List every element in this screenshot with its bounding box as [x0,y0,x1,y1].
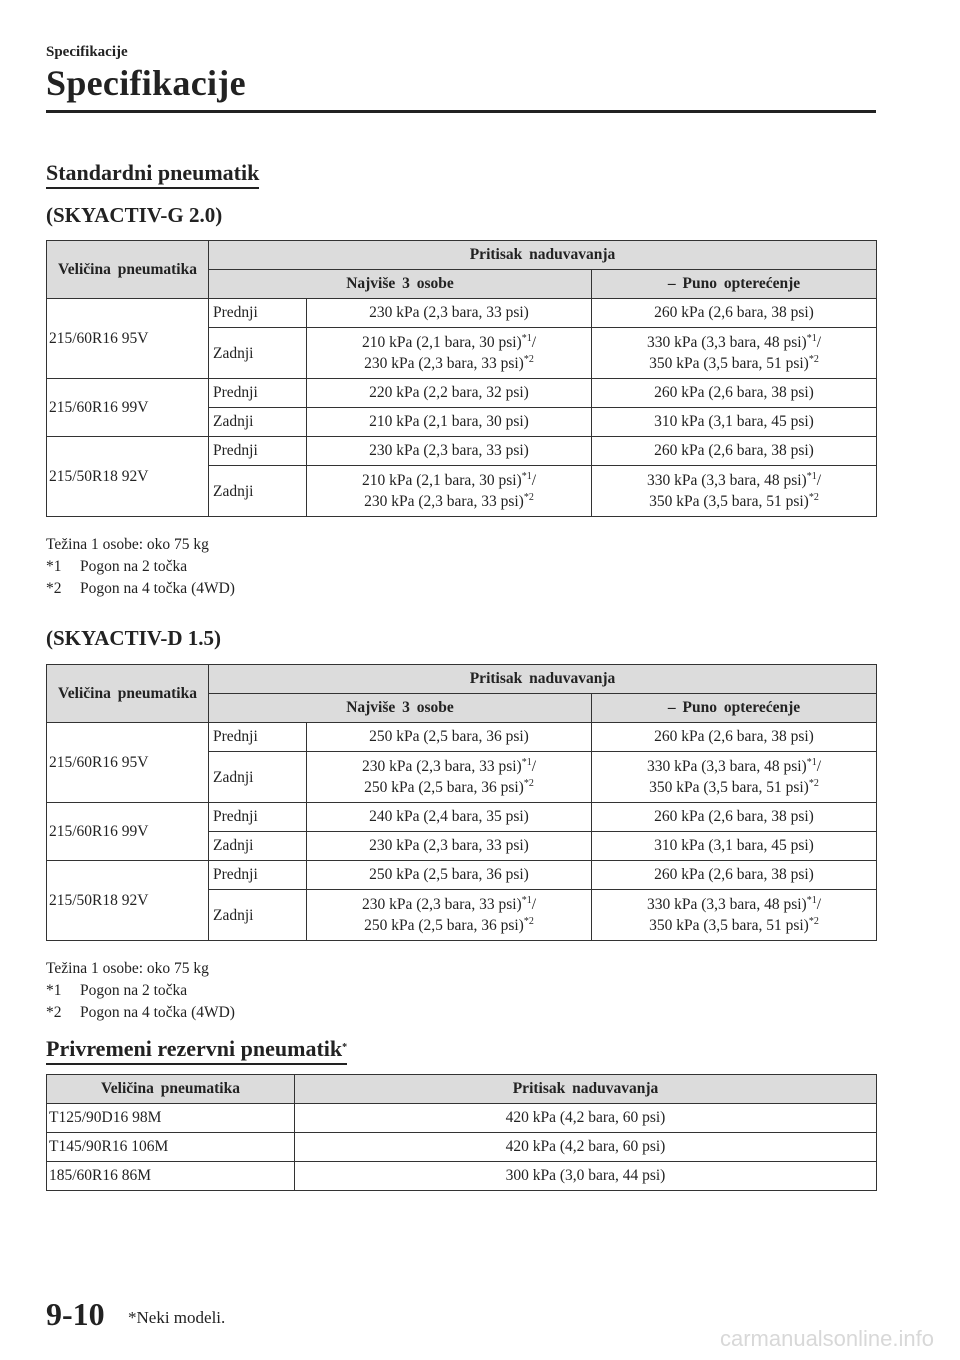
pressure-full: 260 kPa (2,6 bara, 38 psi) [592,723,877,752]
footnote-1: *1 Pogon na 2 točka [46,558,188,575]
pressure-normal: 230 kPa (2,3 bara, 33 psi)$^{*1}$/ 250 kPa (2,5 bara, 36 psi)$^{*2}$ [307,752,592,803]
pressure-full: 310 kPa (3,1 bara, 45 psi) [592,408,877,437]
pressure-full: 260 kPa (2,6 bara, 38 psi) [592,803,877,832]
table-row [47,1162,877,1191]
pressure-normal: 230 kPa (2,3 bara, 33 psi)$^{*1}$/ 250 kPa (2,5 bara, 36 psi)$^{*2}$ [307,890,592,941]
axle-label: Prednji [209,437,307,466]
header-inflation-pressure: Pritisak naduvavanja [295,1075,877,1104]
page-number: 9-10 [46,1296,105,1332]
pressure-full: 260 kPa (2,6 bara, 38 psi) [592,299,877,328]
pressure-value: 300 kPa (3,0 bara, 44 psi) [295,1162,877,1191]
header-divider [46,110,876,113]
tire-size: 215/60R16 95V [47,299,209,379]
axle-label: Zadnji [209,408,307,437]
tire-size: T125/90D16 98M [47,1104,295,1133]
pressure-full: 330 kPa (3,3 bara, 48 psi)$^{*1}$/ 350 kPa (3,5 bara, 51 psi)$^{*2}$ [592,328,877,379]
pressure-value: 420 kPa (4,2 bara, 60 psi) [295,1133,877,1162]
table-row [47,1133,877,1162]
header-full-load: – Puno opterećenje [592,270,877,299]
tire-size: 215/50R18 92V [47,861,209,941]
axle-label: Zadnji [209,832,307,861]
footnote-1: *1 Pogon na 2 točka [46,982,188,999]
pressure-full: 330 kPa (3,3 bara, 48 psi)$^{*1}$/ 350 kPa (3,5 bara, 51 psi)$^{*2}$ [592,890,877,941]
skyactiv-g-heading: (SKYACTIV-G 2.0) [46,203,223,227]
skyactiv-g-table [46,240,877,517]
tire-size: 215/50R18 92V [47,437,209,517]
skyactiv-d-table [46,664,877,941]
table-row [47,861,877,890]
pressure-value: 420 kPa (4,2 bara, 60 psi) [295,1104,877,1133]
header-inflation-pressure: Pritisak naduvavanja [209,241,877,270]
table-row [47,299,877,328]
pressure-normal: 230 kPa (2,3 bara, 33 psi) [307,437,592,466]
page-title: Specifikacije [46,63,246,103]
pressure-normal: 230 kPa (2,3 bara, 33 psi) [307,299,592,328]
skyactiv-d-notes [46,958,235,1024]
pressure-normal: 250 kPa (2,5 bara, 36 psi) [307,861,592,890]
header-tire-size: Veličina pneumatika [47,1075,295,1104]
header-full-load: – Puno opterećenje [592,694,877,723]
tire-size: T145/90R16 106M [47,1133,295,1162]
pressure-normal: 210 kPa (2,1 bara, 30 psi)$^{*1}$/ 230 kPa (2,3 bara, 33 psi)$^{*2}$ [307,328,592,379]
axle-label: Zadnji [209,466,307,517]
pressure-full: 260 kPa (2,6 bara, 38 psi) [592,861,877,890]
footer-note: *Neki modeli. [128,1308,226,1327]
axle-label: Prednji [209,299,307,328]
spare-tire-heading: Privremeni rezervni pneumatik* [46,1036,347,1065]
section-label: Specifikacije [46,44,128,60]
header-up-to-3: Najviše 3 osobe [209,270,592,299]
axle-label: Prednji [209,379,307,408]
axle-label: Zadnji [209,328,307,379]
pressure-normal: 250 kPa (2,5 bara, 36 psi) [307,723,592,752]
header-up-to-3: Najviše 3 osobe [209,694,592,723]
axle-label: Prednji [209,723,307,752]
table-row [47,723,877,752]
axle-label: Zadnji [209,752,307,803]
standard-tire-heading: Standardni pneumatik [46,160,259,189]
footnote-2: *2 Pogon na 4 točka (4WD) [46,1004,235,1021]
table-row [47,379,877,408]
spare-tire-table [46,1074,877,1191]
tire-size: 215/60R16 99V [47,379,209,437]
tire-size: 185/60R16 86M [47,1162,295,1191]
pressure-full: 330 kPa (3,3 bara, 48 psi)$^{*1}$/ 350 kPa (3,5 bara, 51 psi)$^{*2}$ [592,466,877,517]
pressure-full: 330 kPa (3,3 bara, 48 psi)$^{*1}$/ 350 kPa (3,5 bara, 51 psi)$^{*2}$ [592,752,877,803]
axle-label: Prednji [209,803,307,832]
person-weight-note: Težina 1 osobe: oko 75 kg [46,536,209,553]
tire-size: 215/60R16 99V [47,803,209,861]
header-inflation-pressure: Pritisak naduvavanja [209,665,877,694]
footnote-2: *2 Pogon na 4 točka (4WD) [46,580,235,597]
person-weight-note: Težina 1 osobe: oko 75 kg [46,960,209,977]
tire-size: 215/60R16 95V [47,723,209,803]
table-row [47,803,877,832]
pressure-full: 260 kPa (2,6 bara, 38 psi) [592,379,877,408]
pressure-full: 260 kPa (2,6 bara, 38 psi) [592,437,877,466]
header-tire-size: Veličina pneumatika [47,665,209,723]
pressure-normal: 210 kPa (2,1 bara, 30 psi)$^{*1}$/ 230 kPa (2,3 bara, 33 psi)$^{*2}$ [307,466,592,517]
skyactiv-d-heading: (SKYACTIV-D 1.5) [46,626,222,650]
header-tire-size: Veličina pneumatika [47,241,209,299]
table-row [47,1104,877,1133]
skyactiv-g-notes [46,534,235,600]
axle-label: Zadnji [209,890,307,941]
pressure-normal: 210 kPa (2,1 bara, 30 psi) [307,408,592,437]
table-row [47,437,877,466]
pressure-normal: 220 kPa (2,2 bara, 32 psi) [307,379,592,408]
pressure-normal: 230 kPa (2,3 bara, 33 psi) [307,832,592,861]
pressure-full: 310 kPa (3,1 bara, 45 psi) [592,832,877,861]
pressure-normal: 240 kPa (2,4 bara, 35 psi) [307,803,592,832]
axle-label: Prednji [209,861,307,890]
watermark: carmanualsonline.info [719,1326,934,1351]
